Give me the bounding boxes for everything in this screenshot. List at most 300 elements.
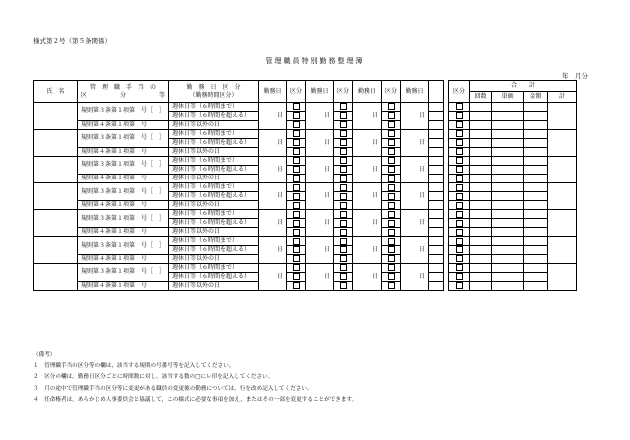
blank-cell	[429, 129, 444, 138]
work-date-cell[interactable]: 日	[401, 263, 429, 290]
checkbox[interactable]	[456, 157, 463, 164]
kubun-checkbox-cell[interactable]	[382, 210, 401, 219]
amount-cell[interactable]	[524, 138, 548, 147]
work-type-cell: 週休日等（６時間まで）	[169, 183, 259, 192]
checkbox[interactable]	[293, 282, 300, 289]
checkbox[interactable]	[293, 148, 300, 155]
amount-cell[interactable]	[524, 111, 548, 120]
kubun-checkbox-cell[interactable]	[382, 183, 401, 192]
checkbox[interactable]	[456, 273, 463, 280]
checkbox[interactable]	[388, 282, 395, 289]
amount-cell[interactable]	[524, 281, 548, 290]
work-date-cell[interactable]: 日	[259, 103, 287, 130]
checkbox[interactable]	[456, 103, 463, 110]
kubun-checkbox-cell[interactable]	[334, 246, 353, 255]
work-date-cell[interactable]: 日	[306, 103, 334, 130]
checkbox[interactable]	[456, 139, 463, 146]
document-title: 管理職員特別勤務整理簿	[265, 57, 365, 65]
summary-kubun-cell[interactable]	[449, 165, 470, 174]
checkbox[interactable]	[293, 175, 300, 182]
checkbox[interactable]	[456, 148, 463, 155]
work-type-cell: 週休日等以外の日	[169, 201, 259, 210]
kubun-checkbox-cell[interactable]	[382, 174, 401, 183]
kubun-checkbox-cell[interactable]	[382, 254, 401, 263]
kubun-checkbox-cell[interactable]	[287, 272, 306, 281]
checkbox[interactable]	[456, 202, 463, 209]
work-date-cell[interactable]: 日	[401, 237, 429, 264]
sum-cell[interactable]	[548, 210, 577, 237]
kubun-checkbox-cell[interactable]	[382, 281, 401, 290]
count-cell[interactable]	[470, 254, 492, 263]
checkbox[interactable]	[293, 121, 300, 128]
unit-price-cell[interactable]	[492, 210, 524, 219]
amount-cell[interactable]	[524, 246, 548, 255]
kubun-checkbox-cell[interactable]	[287, 219, 306, 228]
unit-price-cell[interactable]	[492, 183, 524, 192]
kubun-checkbox-cell[interactable]	[334, 219, 353, 228]
blank-cell	[429, 272, 444, 281]
unit-price-cell[interactable]	[492, 147, 524, 156]
checkbox[interactable]	[388, 264, 395, 271]
checkbox[interactable]	[340, 264, 347, 271]
checkbox[interactable]	[456, 246, 463, 253]
count-cell[interactable]	[470, 120, 492, 129]
unit-price-cell[interactable]	[492, 129, 524, 138]
checkbox[interactable]	[456, 238, 463, 245]
count-cell[interactable]	[470, 165, 492, 174]
checkbox[interactable]	[388, 103, 395, 110]
sum-cell[interactable]	[548, 183, 577, 210]
kubun-checkbox-cell[interactable]	[382, 120, 401, 129]
name-cell[interactable]	[34, 210, 78, 237]
kubun-checkbox-cell[interactable]	[287, 165, 306, 174]
unit-price-cell[interactable]	[492, 263, 524, 272]
summary-kubun-cell[interactable]	[449, 228, 470, 237]
kubun-checkbox-cell[interactable]	[287, 103, 306, 112]
count-cell[interactable]	[470, 272, 492, 281]
amount-cell[interactable]	[524, 129, 548, 138]
checkbox[interactable]	[388, 130, 395, 137]
kubun-checkbox-cell[interactable]	[334, 120, 353, 129]
sum-cell[interactable]	[548, 237, 577, 264]
checkbox[interactable]	[456, 255, 463, 262]
name-cell[interactable]	[34, 103, 78, 130]
checkbox[interactable]	[340, 193, 347, 200]
checkbox[interactable]	[388, 255, 395, 262]
amount-cell[interactable]	[524, 147, 548, 156]
summary-kubun-cell[interactable]	[449, 201, 470, 210]
unit-price-cell[interactable]	[492, 120, 524, 129]
checkbox[interactable]	[456, 220, 463, 227]
checkbox[interactable]	[340, 229, 347, 236]
checkbox[interactable]	[388, 238, 395, 245]
checkbox[interactable]	[293, 246, 300, 253]
summary-kubun-cell[interactable]	[449, 281, 470, 290]
checkbox[interactable]	[456, 229, 463, 236]
name-cell[interactable]	[34, 263, 78, 290]
checkbox[interactable]	[388, 148, 395, 155]
work-date-cell[interactable]: 日	[306, 183, 334, 210]
work-date-cell[interactable]: 日	[353, 103, 382, 130]
checkbox[interactable]	[293, 103, 300, 110]
checkbox[interactable]	[340, 220, 347, 227]
checkbox[interactable]	[388, 175, 395, 182]
allowance-category-cell[interactable]: 規則第４条第１項第 号	[78, 201, 169, 210]
checkbox[interactable]	[456, 175, 463, 182]
count-cell[interactable]	[470, 246, 492, 255]
work-type-cell: 週休日等（６時間を超える）	[169, 165, 259, 174]
sum-cell[interactable]	[548, 103, 577, 130]
amount-cell[interactable]	[524, 254, 548, 263]
checkbox[interactable]	[340, 121, 347, 128]
allowance-category-cell[interactable]: 規則第３条第１項第 号［ ］	[78, 156, 169, 174]
checkbox[interactable]	[293, 202, 300, 209]
kubun-checkbox-cell[interactable]	[287, 254, 306, 263]
count-cell[interactable]	[470, 219, 492, 228]
unit-price-cell[interactable]	[492, 272, 524, 281]
kubun-checkbox-cell[interactable]	[334, 111, 353, 120]
checkbox[interactable]	[340, 175, 347, 182]
allowance-category-cell[interactable]: 規則第３条第１項第 号［ ］	[78, 129, 169, 147]
checkbox[interactable]	[388, 246, 395, 253]
count-cell[interactable]	[470, 263, 492, 272]
unit-price-cell[interactable]	[492, 174, 524, 183]
kubun-checkbox-cell[interactable]	[334, 263, 353, 272]
kubun-checkbox-cell[interactable]	[334, 156, 353, 165]
work-date-cell[interactable]: 日	[401, 210, 429, 237]
count-cell[interactable]	[470, 138, 492, 147]
allowance-category-cell[interactable]: 規則第４条第１項第 号	[78, 228, 169, 237]
work-date-cell[interactable]: 日	[401, 103, 429, 130]
kubun-checkbox-cell[interactable]	[287, 129, 306, 138]
amount-cell[interactable]	[524, 237, 548, 246]
amount-cell[interactable]	[524, 272, 548, 281]
sum-cell[interactable]	[548, 129, 577, 156]
summary-kubun-cell[interactable]	[449, 210, 470, 219]
allowance-category-cell[interactable]: 規則第４条第１項第 号	[78, 281, 169, 290]
checkbox[interactable]	[340, 246, 347, 253]
summary-kubun-cell[interactable]	[449, 156, 470, 165]
checkbox[interactable]	[340, 238, 347, 245]
name-cell[interactable]	[34, 183, 78, 210]
summary-kubun-cell[interactable]	[449, 219, 470, 228]
checkbox[interactable]	[388, 211, 395, 218]
checkbox[interactable]	[293, 220, 300, 227]
summary-kubun-cell[interactable]	[449, 237, 470, 246]
checkbox[interactable]	[293, 255, 300, 262]
checkbox[interactable]	[388, 273, 395, 280]
kubun-checkbox-cell[interactable]	[287, 201, 306, 210]
amount-cell[interactable]	[524, 210, 548, 219]
table-row	[34, 210, 577, 219]
checkbox[interactable]	[456, 112, 463, 119]
kubun-checkbox-cell[interactable]	[382, 156, 401, 165]
summary-kubun-cell[interactable]	[449, 183, 470, 192]
kubun-checkbox-cell[interactable]	[334, 281, 353, 290]
summary-kubun-cell[interactable]	[449, 120, 470, 129]
unit-price-cell[interactable]	[492, 219, 524, 228]
work-date-cell[interactable]: 日	[353, 237, 382, 264]
checkbox[interactable]	[293, 130, 300, 137]
summary-kubun-cell[interactable]	[449, 138, 470, 147]
kubun-checkbox-cell[interactable]	[287, 120, 306, 129]
allowance-category-cell[interactable]: 規則第４条第１項第 号	[78, 147, 169, 156]
checkbox[interactable]	[456, 130, 463, 137]
work-date-cell[interactable]: 日	[259, 263, 287, 290]
checkbox[interactable]	[293, 273, 300, 280]
work-date-cell[interactable]: 日	[353, 156, 382, 183]
count-cell[interactable]	[470, 237, 492, 246]
checkbox[interactable]	[388, 139, 395, 146]
kubun-checkbox-cell[interactable]	[382, 165, 401, 174]
kubun-checkbox-cell[interactable]	[287, 237, 306, 246]
summary-kubun-cell[interactable]	[449, 263, 470, 272]
count-cell[interactable]	[470, 156, 492, 165]
checkbox[interactable]	[456, 193, 463, 200]
checkbox[interactable]	[293, 157, 300, 164]
kubun-checkbox-cell[interactable]	[334, 165, 353, 174]
kubun-checkbox-cell[interactable]	[287, 281, 306, 290]
sum-cell[interactable]	[548, 156, 577, 183]
kubun-checkbox-cell[interactable]	[382, 228, 401, 237]
work-date-cell[interactable]: 日	[306, 210, 334, 237]
kubun-checkbox-cell[interactable]	[287, 174, 306, 183]
kubun-checkbox-cell[interactable]	[334, 103, 353, 112]
checkbox[interactable]	[388, 184, 395, 191]
kubun-checkbox-cell[interactable]	[382, 129, 401, 138]
checkbox[interactable]	[293, 238, 300, 245]
count-cell[interactable]	[470, 210, 492, 219]
sum-cell[interactable]	[548, 263, 577, 290]
checkbox[interactable]	[456, 264, 463, 271]
count-cell[interactable]	[470, 111, 492, 120]
year-month-field[interactable]: 年 月分	[562, 72, 588, 80]
work-date-cell[interactable]: 日	[259, 210, 287, 237]
checkbox[interactable]	[388, 166, 395, 173]
work-date-cell[interactable]: 日	[353, 210, 382, 237]
unit-price-cell[interactable]	[492, 192, 524, 201]
checkbox[interactable]	[456, 166, 463, 173]
kubun-checkbox-cell[interactable]	[287, 246, 306, 255]
work-date-cell[interactable]: 日	[353, 183, 382, 210]
work-date-cell[interactable]: 日	[259, 237, 287, 264]
allowance-category-cell[interactable]: 規則第４条第１項第 号	[78, 174, 169, 183]
checkbox[interactable]	[340, 112, 347, 119]
kubun-checkbox-cell[interactable]	[334, 228, 353, 237]
checkbox[interactable]	[340, 202, 347, 209]
checkbox[interactable]	[293, 264, 300, 271]
work-date-cell[interactable]: 日	[353, 263, 382, 290]
checkbox[interactable]	[456, 282, 463, 289]
count-cell[interactable]	[470, 201, 492, 210]
kubun-checkbox-cell[interactable]	[334, 129, 353, 138]
checkbox[interactable]	[388, 112, 395, 119]
checkbox[interactable]	[456, 211, 463, 218]
allowance-category-cell[interactable]: 規則第３条第１項第 号［ ］	[78, 103, 169, 121]
kubun-checkbox-cell[interactable]	[382, 272, 401, 281]
allowance-category-cell[interactable]: 規則第３条第１項第 号［ ］	[78, 210, 169, 228]
kubun-checkbox-cell[interactable]	[287, 210, 306, 219]
summary-kubun-cell[interactable]	[449, 129, 470, 138]
unit-price-cell[interactable]	[492, 228, 524, 237]
kubun-checkbox-cell[interactable]	[382, 237, 401, 246]
count-cell[interactable]	[470, 174, 492, 183]
checkbox[interactable]	[340, 148, 347, 155]
kubun-checkbox-cell[interactable]	[382, 138, 401, 147]
summary-kubun-cell[interactable]	[449, 103, 470, 112]
amount-cell[interactable]	[524, 120, 548, 129]
summary-kubun-cell[interactable]	[449, 147, 470, 156]
unit-price-cell[interactable]	[492, 165, 524, 174]
allowance-category-cell[interactable]: 規則第３条第１項第 号［ ］	[78, 237, 169, 255]
allowance-category-cell[interactable]: 規則第３条第１項第 号［ ］	[78, 183, 169, 201]
kubun-checkbox-cell[interactable]	[334, 147, 353, 156]
checkbox[interactable]	[293, 229, 300, 236]
work-date-cell[interactable]: 日	[353, 129, 382, 156]
checkbox[interactable]	[340, 255, 347, 262]
table-row	[34, 147, 577, 156]
checkbox[interactable]	[388, 157, 395, 164]
kubun-checkbox-cell[interactable]	[287, 156, 306, 165]
work-date-cell[interactable]: 日	[259, 183, 287, 210]
allowance-category-cell[interactable]: 規則第４条第１項第 号	[78, 120, 169, 129]
summary-kubun-cell[interactable]	[449, 272, 470, 281]
kubun-checkbox-cell[interactable]	[334, 192, 353, 201]
work-type-cell: 週休日等以外の日	[169, 147, 259, 156]
checkbox[interactable]	[456, 121, 463, 128]
checkbox[interactable]	[340, 184, 347, 191]
work-date-cell[interactable]: 日	[401, 183, 429, 210]
work-date-cell[interactable]: 日	[259, 129, 287, 156]
checkbox[interactable]	[340, 139, 347, 146]
amount-cell[interactable]	[524, 263, 548, 272]
unit-price-cell[interactable]	[492, 138, 524, 147]
kubun-checkbox-cell[interactable]	[382, 246, 401, 255]
kubun-checkbox-cell[interactable]	[287, 228, 306, 237]
checkbox[interactable]	[293, 112, 300, 119]
name-cell[interactable]	[34, 129, 78, 156]
work-date-cell[interactable]: 日	[306, 156, 334, 183]
checkbox[interactable]	[293, 166, 300, 173]
work-date-cell[interactable]: 日	[306, 129, 334, 156]
checkbox[interactable]	[456, 184, 463, 191]
kubun-checkbox-cell[interactable]	[382, 263, 401, 272]
kubun-checkbox-cell[interactable]	[334, 272, 353, 281]
amount-cell[interactable]	[524, 165, 548, 174]
name-cell[interactable]	[34, 156, 78, 183]
kubun-checkbox-cell[interactable]	[287, 147, 306, 156]
work-type-cell: 週休日等以外の日	[169, 254, 259, 263]
kubun-checkbox-cell[interactable]	[334, 237, 353, 246]
amount-cell[interactable]	[524, 103, 548, 112]
summary-kubun-cell[interactable]	[449, 254, 470, 263]
amount-cell[interactable]	[524, 183, 548, 192]
checkbox[interactable]	[388, 193, 395, 200]
count-cell[interactable]	[470, 183, 492, 192]
checkbox[interactable]	[388, 220, 395, 227]
kubun-checkbox-cell[interactable]	[334, 174, 353, 183]
kubun-checkbox-cell[interactable]	[382, 219, 401, 228]
kubun-checkbox-cell[interactable]	[382, 111, 401, 120]
checkbox[interactable]	[388, 121, 395, 128]
count-cell[interactable]	[470, 192, 492, 201]
work-date-cell[interactable]: 日	[259, 156, 287, 183]
checkbox[interactable]	[388, 202, 395, 209]
summary-kubun-cell[interactable]	[449, 246, 470, 255]
checkbox[interactable]	[293, 211, 300, 218]
kubun-checkbox-cell[interactable]	[334, 210, 353, 219]
summary-kubun-cell[interactable]	[449, 111, 470, 120]
checkbox[interactable]	[340, 157, 347, 164]
count-cell[interactable]	[470, 228, 492, 237]
unit-price-cell[interactable]	[492, 156, 524, 165]
kubun-checkbox-cell[interactable]	[334, 254, 353, 263]
checkbox[interactable]	[293, 139, 300, 146]
kubun-checkbox-cell[interactable]	[334, 138, 353, 147]
unit-price-cell[interactable]	[492, 201, 524, 210]
checkbox[interactable]	[340, 130, 347, 137]
count-cell[interactable]	[470, 147, 492, 156]
work-type-cell: 週休日等（６時間まで）	[169, 129, 259, 138]
allowance-category-cell[interactable]: 規則第３条第１項第 号［ ］	[78, 263, 169, 281]
checkbox[interactable]	[340, 282, 347, 289]
summary-kubun-cell[interactable]	[449, 174, 470, 183]
checkbox[interactable]	[293, 184, 300, 191]
amount-cell[interactable]	[524, 201, 548, 210]
amount-cell[interactable]	[524, 156, 548, 165]
unit-price-cell[interactable]	[492, 103, 524, 112]
kubun-checkbox-cell[interactable]	[287, 111, 306, 120]
count-cell[interactable]	[470, 281, 492, 290]
work-date-cell[interactable]: 日	[306, 263, 334, 290]
work-type-cell: 週休日等以外の日	[169, 174, 259, 183]
checkbox[interactable]	[388, 229, 395, 236]
amount-cell[interactable]	[524, 228, 548, 237]
kubun-checkbox-cell[interactable]	[287, 183, 306, 192]
unit-price-cell[interactable]	[492, 111, 524, 120]
summary-kubun-cell[interactable]	[449, 192, 470, 201]
checkbox[interactable]	[340, 211, 347, 218]
kubun-checkbox-cell[interactable]	[287, 138, 306, 147]
kubun-checkbox-cell[interactable]	[382, 192, 401, 201]
unit-price-cell[interactable]	[492, 237, 524, 246]
checkbox[interactable]	[340, 166, 347, 173]
allowance-category-cell[interactable]: 規則第４条第１項第 号	[78, 254, 169, 263]
kubun-checkbox-cell[interactable]	[382, 147, 401, 156]
amount-cell[interactable]	[524, 192, 548, 201]
kubun-checkbox-cell[interactable]	[334, 201, 353, 210]
name-cell[interactable]	[34, 237, 78, 264]
unit-price-cell[interactable]	[492, 281, 524, 290]
kubun-checkbox-cell[interactable]	[287, 192, 306, 201]
checkbox[interactable]	[340, 273, 347, 280]
kubun-checkbox-cell[interactable]	[382, 201, 401, 210]
work-date-cell[interactable]: 日	[401, 156, 429, 183]
count-cell[interactable]	[470, 129, 492, 138]
kubun-checkbox-cell[interactable]	[287, 263, 306, 272]
work-date-cell[interactable]: 日	[306, 237, 334, 264]
checkbox[interactable]	[340, 103, 347, 110]
amount-cell[interactable]	[524, 219, 548, 228]
kubun-checkbox-cell[interactable]	[334, 183, 353, 192]
kubun-checkbox-cell[interactable]	[382, 103, 401, 112]
work-date-cell[interactable]: 日	[401, 129, 429, 156]
checkbox[interactable]	[293, 193, 300, 200]
unit-price-cell[interactable]	[492, 254, 524, 263]
count-cell[interactable]	[470, 103, 492, 112]
unit-price-cell[interactable]	[492, 246, 524, 255]
amount-cell[interactable]	[524, 174, 548, 183]
